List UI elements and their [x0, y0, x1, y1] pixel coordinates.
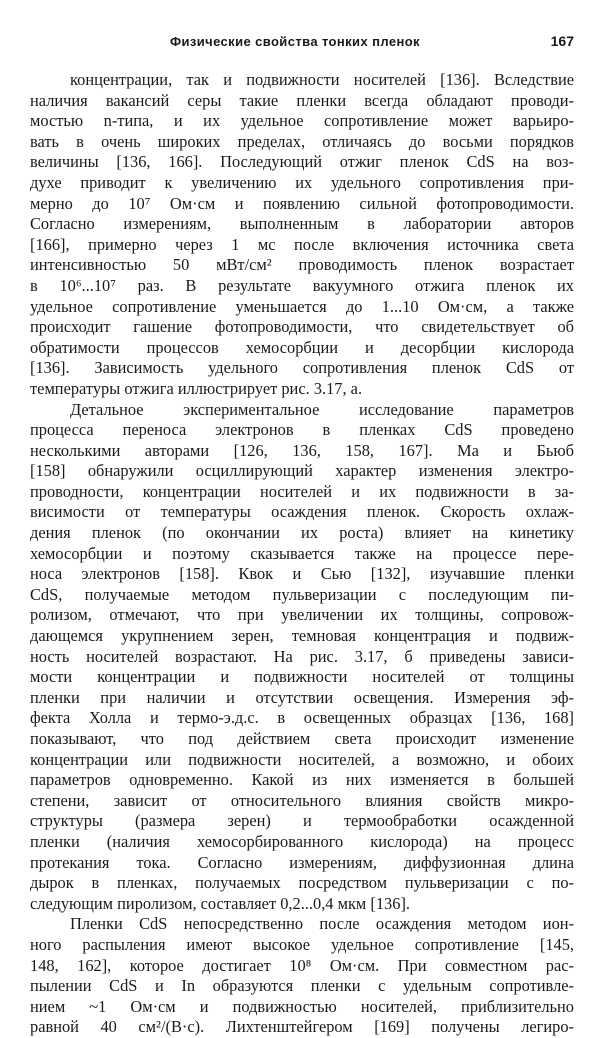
- text-line: процесса переноса электронов в пленках CdS проведено: [30, 420, 574, 440]
- text-line: пленки при наличии и отсутствии освещения. Измерения эф-: [30, 687, 574, 707]
- text-line: вать в очень широких пределах, отличаясь до восьми порядков: [30, 131, 574, 151]
- text-line: происходит гашение фотопроводимости, что свидетельствует об: [30, 317, 574, 337]
- text-line: ность носителей возрастают. На рис. 3.17, б приведены зависи-: [30, 646, 574, 666]
- text-line: [136]. Зависимость удельного сопротивления пленок CdS от: [30, 358, 574, 378]
- text-line: духе приводит к увеличению их удельного сопротивления при-: [30, 172, 574, 192]
- text-line: CdS, получаемые методом пульверизации с последующим пи-: [30, 584, 574, 604]
- text-line: мостью n-типа, и их удельное сопротивление может варьиро-: [30, 111, 574, 131]
- text-line: ролизом, отмечают, что при увеличении их толщины, сопровож-: [30, 605, 574, 625]
- text-line: ного распыления имеют высокое удельное сопротивление [145,: [30, 934, 574, 954]
- text-line: пленки (наличия хемосорбированного кислорода) на процесс: [30, 831, 574, 851]
- text-line: висимости от температуры осаждения пленок. Скорость охлаж-: [30, 502, 574, 522]
- text-line: обратимости процессов хемосорбции и десорбции кислорода: [30, 337, 574, 357]
- text-line: температуры отжига иллюстрирует рис. 3.17, а.: [30, 378, 363, 398]
- text-line: равной 40 см²/(В·с). Лихтенштейгером [169] получены легиро-: [30, 1017, 574, 1037]
- text-line: фекта Холла и термо-э.д.с. в освещенных образцах [136, 168]: [30, 708, 574, 728]
- text-line: структуры (размера зерен) и термообработки осажденной: [30, 811, 574, 831]
- running-head: Физические свойства тонких пленок: [170, 34, 420, 49]
- text-line: нием ~1 Ом·см и подвижностью носителей, приблизительно: [30, 996, 574, 1016]
- text-line: наличия вакансий серы такие пленки всегда обладают проводи-: [30, 90, 574, 110]
- text-line: несколькими авторами [126, 136, 158, 167]. Ма и Бьюб: [30, 440, 574, 460]
- text-line: 148, 162], которое достигает 10⁸ Ом·см. При совместном рас-: [30, 955, 574, 975]
- text-line: проводности, концентрации носителей и их подвижности в за-: [30, 481, 574, 501]
- paragraph: [30, 70, 574, 400]
- text-line: концентрации или подвижности носителей, а возможно, и обоих: [30, 749, 574, 769]
- text-line: мости концентрации и подвижности носителей от толщины: [30, 667, 574, 687]
- text-line: протекания тока. Согласно измерениям, диффузионная длина: [30, 852, 574, 872]
- paragraph: [30, 400, 574, 915]
- text-line: величины [136, 166]. Последующий отжиг пленок CdS на воз-: [30, 152, 574, 172]
- body-text: [30, 70, 574, 1038]
- text-line: носа электронов [158]. Квок и Сью [132], изучавшие пленки: [30, 564, 574, 584]
- text-line: степени, зависит от относительного влияния свойств микро-: [30, 790, 574, 810]
- text-line: параметров одновременно. Какой из них изменяется в большей: [30, 770, 574, 790]
- page-number: 167: [550, 33, 574, 49]
- text-line: показывают, что под действием света происходит изменение: [30, 729, 574, 748]
- text-line: дения пленок (по окончании их роста) влияет на кинетику: [30, 523, 574, 543]
- page-header: [30, 30, 574, 60]
- text-line: пылении CdS и In образуются пленки с удельным сопротивле-: [30, 976, 574, 996]
- text-line: удельное сопротивление уменьшается до 1...10 Ом·см, а также: [30, 296, 574, 316]
- text-line: интенсивностью 50 мВт/см² проводимость пленок возрастает: [30, 255, 574, 275]
- text-line: дающемся укрупнением зерен, темновая концентрация и подвиж-: [30, 626, 574, 646]
- text-line: хемосорбции и поэтому сказывается также на процессе пере-: [30, 543, 574, 563]
- book-page: [30, 30, 574, 1037]
- text-line: [158] обнаружили осциллирующий характер изменения электро-: [30, 461, 574, 481]
- text-line: концентрации, так и подвижности носителей [136]. Вследствие: [70, 70, 574, 89]
- text-line: в 10⁶...10⁷ раз. В результате вакуумного отжига пленок их: [30, 275, 574, 295]
- text-line: Детальное экспериментальное исследование параметров: [70, 399, 574, 419]
- text-line: Согласно измерениям, выполненным в лаборатории авторов: [30, 214, 574, 234]
- text-line: мерно до 10⁷ Ом·см и появлению сильной фотопроводимости.: [30, 193, 574, 213]
- text-line: дырок в пленках, получаемых посредством пульверизации с по-: [30, 873, 574, 893]
- text-line: следующим пиролизом, составляет 0,2...0,4 мкм [136].: [30, 893, 410, 913]
- paragraph: [30, 914, 574, 1038]
- text-line: Пленки CdS непосредственно после осаждения методом ион-: [70, 914, 574, 934]
- text-line: [166], примерно через 1 мс после включения источника света: [30, 234, 574, 254]
